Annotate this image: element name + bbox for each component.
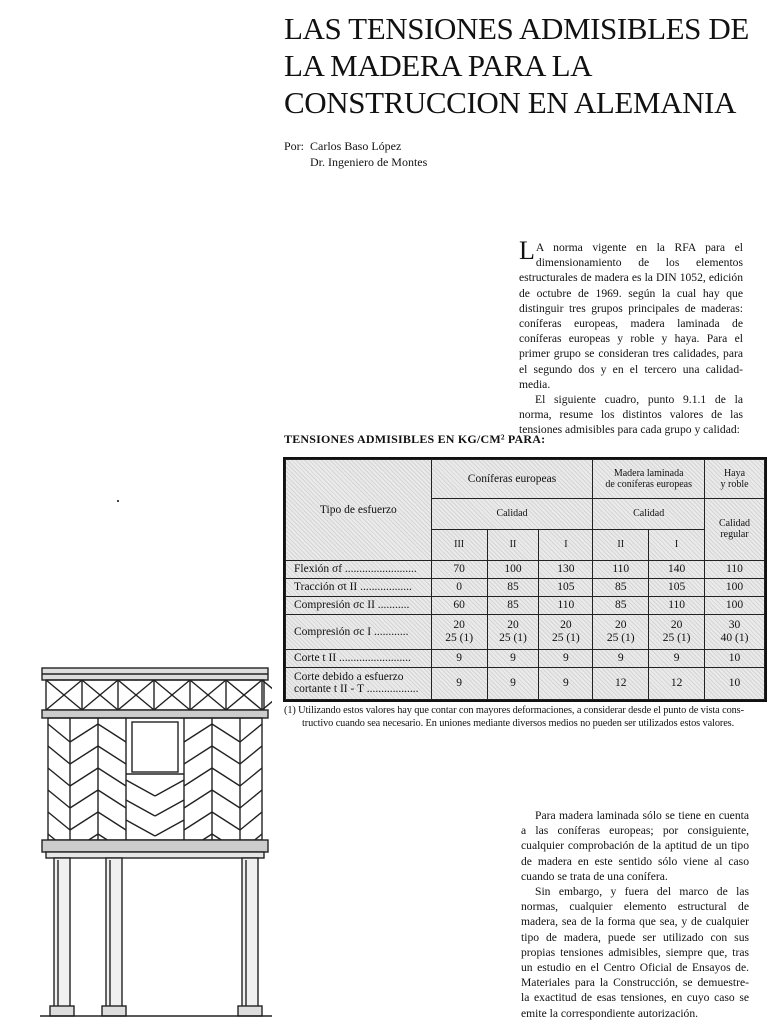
table-cell: 110	[649, 596, 705, 614]
calidad-regular-line-2: regular	[720, 529, 749, 541]
table-cell: 20 25 (1)	[593, 614, 649, 649]
intro-column	[519, 236, 743, 438]
scan-speck	[117, 500, 119, 502]
table-cell: 9	[539, 649, 593, 667]
intro-paragraph-2: El siguiente cuadro, punto 9.1.1 de la norma, resume los distintos valores de las tensiones admisibles para cada grupo y calidad:	[519, 393, 743, 437]
table-cell: 20 25 (1)	[431, 614, 487, 649]
laminada-line-1: Madera laminada	[613, 467, 684, 479]
table-cell: 100	[705, 596, 765, 614]
table-row	[286, 667, 765, 699]
table-cell: 9	[431, 667, 487, 699]
byline	[284, 138, 427, 170]
body-paragraph-2: Sin embargo, y fuera del marco de las normas, cualquier elemento estructural de madera, sea de la forma que sea, y de cualquier tipo de madera, puede ser utilizado con sus propias tensiones admisibles, siempre que, tras un estudio en el Centro Oficial de Ensayos de. Materiales para la Construcción, se demuestre- la exactitud de esas tensiones, en cuyo caso se emite la correspondiente autorización.	[521, 885, 749, 1020]
table-cell: 20 25 (1)	[539, 614, 593, 649]
table-cell: 70	[431, 560, 487, 578]
table-cell: 12	[649, 667, 705, 699]
table-cell: 100	[705, 578, 765, 596]
drop-cap: L	[519, 236, 535, 265]
calidad-regular-header	[705, 498, 765, 560]
table-cell: 9	[431, 649, 487, 667]
author-role: Dr. Ingeniero de Montes	[310, 155, 428, 169]
col-header-coniferas: Coníferas europeas	[431, 460, 593, 499]
table-cell: 100	[487, 560, 539, 578]
table-cell: 9	[487, 667, 539, 699]
table-cell: 110	[593, 560, 649, 578]
table-cell: 9	[649, 649, 705, 667]
table-row	[286, 560, 765, 578]
table-cell: 105	[649, 578, 705, 596]
haya-line-2: y roble	[720, 478, 749, 490]
col-header-haya	[705, 460, 765, 499]
table-cell: 110	[539, 596, 593, 614]
table-row	[286, 614, 765, 649]
half-timbered-house-illustration	[40, 660, 272, 1022]
table-footnote	[284, 704, 760, 730]
table-cell: 110	[705, 560, 765, 578]
table-cell: 10	[705, 649, 765, 667]
article-title: LAS TENSIONES ADMISIBLES DE LA MADERA PARA LA CONSTRUCCION EN ALEMANIA	[284, 11, 749, 120]
table-body	[286, 560, 765, 699]
row-label: Compresión σc II ...........	[286, 596, 432, 614]
row-label: Tracción σt II ..................	[286, 578, 432, 596]
table-cell: 60	[431, 596, 487, 614]
table-cell: 12	[593, 667, 649, 699]
grade-header: II	[593, 529, 649, 560]
table-cell: 9	[593, 649, 649, 667]
stress-table	[285, 459, 765, 700]
col-header-tipo: Tipo de esfuerzo	[286, 460, 432, 561]
calidad-regular-line-1: Calidad	[718, 518, 751, 530]
stress-table-frame	[283, 457, 767, 702]
author-name: Carlos Baso López	[310, 139, 402, 153]
haya-line-1: Haya	[723, 467, 746, 479]
col-header-laminada	[593, 460, 705, 499]
row-label: Flexión σf .........................	[286, 560, 432, 578]
table-cell: 0	[431, 578, 487, 596]
table-cell: 10	[705, 667, 765, 699]
calidad-header-2: Calidad	[593, 498, 705, 529]
grade-header: II	[487, 529, 539, 560]
table-cell: 85	[487, 578, 539, 596]
grade-header: I	[649, 529, 705, 560]
calidad-header-1: Calidad	[431, 498, 593, 529]
table-row	[286, 578, 765, 596]
footnote-line-1: (1) Utilizando estos valores hay que contar con mayores deformaciones, a considerar desde el punto de vista cons-	[284, 705, 744, 716]
table-cell: 30 40 (1)	[705, 614, 765, 649]
table-row	[286, 596, 765, 614]
table-cell: 9	[487, 649, 539, 667]
table-cell: 85	[593, 596, 649, 614]
byline-prefix: Por:	[284, 139, 305, 153]
row-label: Compresión σc I ............	[286, 614, 432, 649]
table-row	[286, 649, 765, 667]
table-cell: 140	[649, 560, 705, 578]
table-cell: 20 25 (1)	[487, 614, 539, 649]
table-cell: 105	[539, 578, 593, 596]
table-cell: 85	[487, 596, 539, 614]
row-label: Corte debido a esfuerzo cortante t II - T ..................	[286, 667, 432, 699]
grade-header: I	[539, 529, 593, 560]
laminada-line-2: de coníferas europeas	[605, 478, 692, 490]
table-cell: 9	[539, 667, 593, 699]
footnote-line-2: tructivo cuando sea necesario. En uniones mediante diversos medios no pueden ser utilizados estos valores.	[302, 718, 735, 729]
grade-header: III	[431, 529, 487, 560]
table-heading: TENSIONES ADMISIBLES EN KG/CM² PARA:	[284, 432, 546, 446]
row-label: Corte t II .........................	[286, 649, 432, 667]
table-cell: 85	[593, 578, 649, 596]
table-cell: 130	[539, 560, 593, 578]
intro-paragraph-1	[519, 236, 743, 392]
body-column	[521, 808, 749, 1021]
intro-paragraph-1-text: A norma vigente en la RFA para el dimensionamiento de los elementos estructurales de madera es la DIN 1052, edición de octubre de 1969. según la cual hay que distinguir tres grupos principales de maderas: coníferas europeas, madera laminada de coníferas europeas y roble y haya. Para el primer grupo se consideran tres calidades, para el segundo dos y en el tercero una calidad-media.	[519, 241, 743, 391]
body-paragraph-1: Para madera laminada sólo se tiene en cuenta a las coníferas europeas; por consiguiente, cualquier comprobación de la aptitud de un tipo de madera en este sentido sólo viene al caso cuando se trata de una conífera.	[521, 809, 749, 883]
table-cell: 20 25 (1)	[649, 614, 705, 649]
